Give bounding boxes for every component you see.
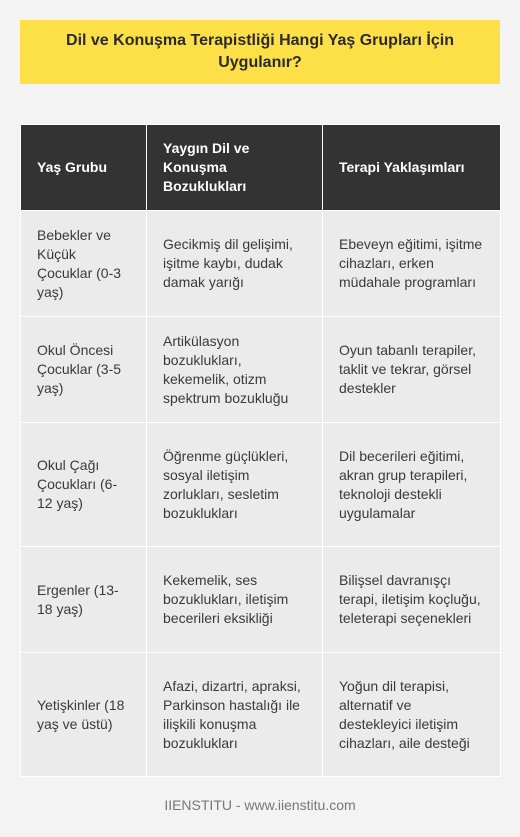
cell-age-group: Okul Çağı Çocukları (6-12 yaş) <box>21 423 147 547</box>
cell-age-group: Okul Öncesi Çocuklar (3-5 yaş) <box>21 317 147 423</box>
cell-disorders: Kekemelik, ses bozuklukları, iletişim becerileri eksikliği <box>147 547 323 653</box>
header-disorders: Yaygın Dil ve Konuşma Bozuklukları <box>147 125 323 211</box>
footer-credit: IIENSTITU - www.iienstitu.com <box>164 797 356 813</box>
cell-therapy: Yoğun dil terapisi, alternatif ve destekleyici iletişim cihazları, aile desteği <box>323 653 501 777</box>
cell-therapy: Dil becerileri eğitimi, akran grup terapileri, teknoloji destekli uygulamalar <box>323 423 501 547</box>
cell-therapy: Oyun tabanlı terapiler, taklit ve tekrar, görsel destekler <box>323 317 501 423</box>
age-group-table <box>20 124 501 777</box>
table-row <box>21 211 501 317</box>
table-row <box>21 317 501 423</box>
table-header-row <box>21 125 501 211</box>
cell-therapy: Bilişsel davranışçı terapi, iletişim koçluğu, teleterapi seçenekleri <box>323 547 501 653</box>
cell-age-group: Bebekler ve Küçük Çocuklar (0-3 yaş) <box>21 211 147 317</box>
cell-disorders: Artikülasyon bozuklukları, kekemelik, otizm spektrum bozukluğu <box>147 317 323 423</box>
cell-disorders: Gecikmiş dil gelişimi, işitme kaybı, dudak damak yarığı <box>147 211 323 317</box>
table-row <box>21 653 501 777</box>
cell-age-group: Ergenler (13-18 yaş) <box>21 547 147 653</box>
table-row <box>21 547 501 653</box>
header-therapy: Terapi Yaklaşımları <box>323 125 501 211</box>
cell-disorders: Afazi, dizartri, apraksi, Parkinson hastalığı ile ilişkili konuşma bozuklukları <box>147 653 323 777</box>
cell-disorders: Öğrenme güçlükleri, sosyal iletişim zorlukları, sesletim bozuklukları <box>147 423 323 547</box>
cell-therapy: Ebeveyn eğitimi, işitme cihazları, erken müdahale programları <box>323 211 501 317</box>
header-age-group: Yaş Grubu <box>21 125 147 211</box>
table-row <box>21 423 501 547</box>
page-title: Dil ve Konuşma Terapistliği Hangi Yaş Grupları İçin Uygulanır? <box>20 20 500 84</box>
cell-age-group: Yetişkinler (18 yaş ve üstü) <box>21 653 147 777</box>
